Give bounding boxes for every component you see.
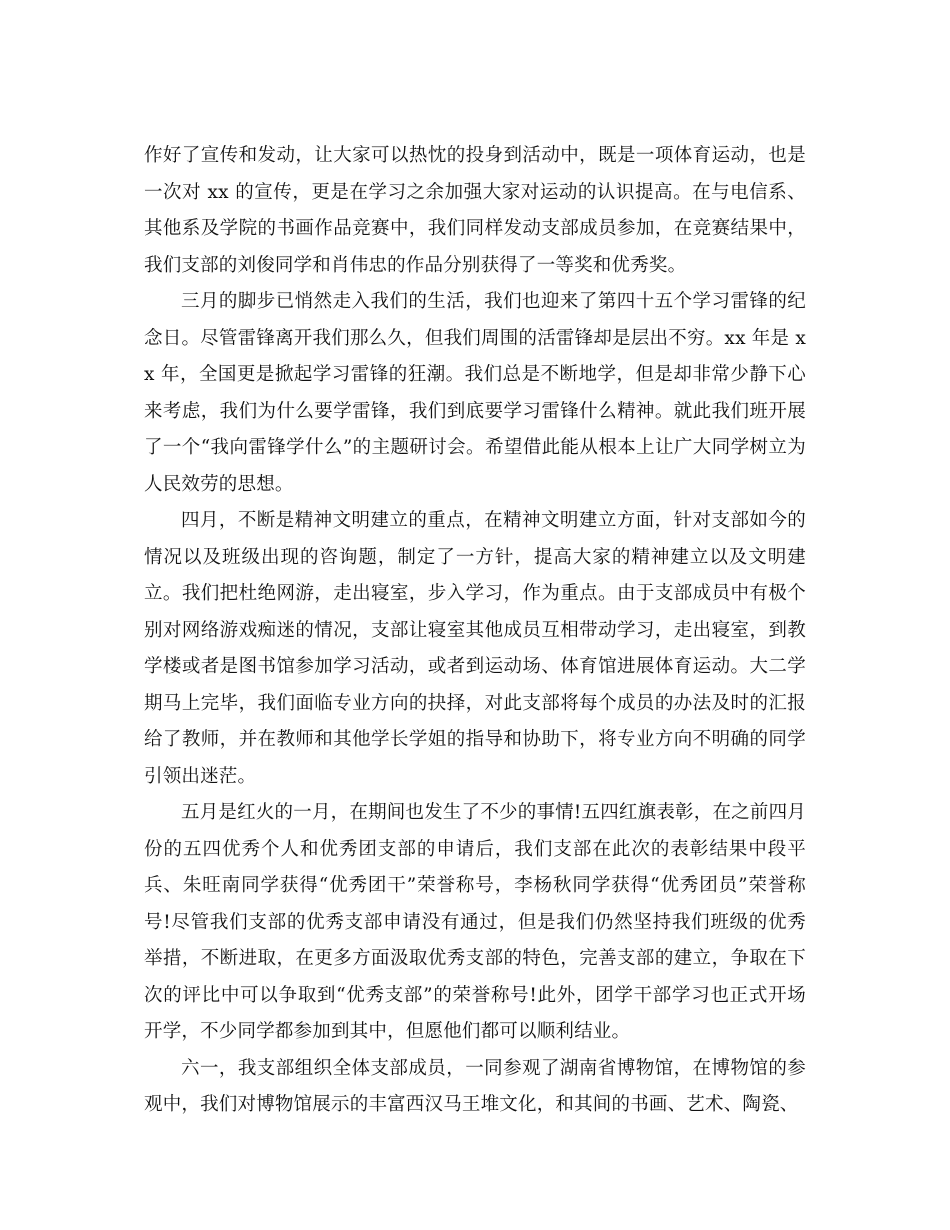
paragraph-may: 五月是红火的一月，在期间也发生了不少的事情!五四红旗表彰，在之前四月份的五四优秀个人和优秀团支部的申请后，我们支部在此次的表彰结果中段平兵、朱旺南同学获得“优秀团干”荣誉称号，李杨秋同学获得“优秀团员”荣誉称号!尽管我们支部的优秀支部申请没有通过，但是我们仍然坚持我们班级的优秀举措，不断进取，在更多方面汲取优秀支部的特色，完善支部的建立，争取在下次的评比中可以争取到“优秀支部”的荣誉称号!此外，团学干部学习也正式开场开学，不少同学都参加到其中，但愿他们都可以顺利结业。 <box>144 802 806 1042</box>
paragraph-april: 四月，不断是精神文明建立的重点，在精神文明建立方面，针对支部如今的情况以及班级出现的咨询题，制定了一方针，提高大家的精神建立以及文明建立。我们把杜绝网游，走出寝室，步入学习，作为重点。由于支部成员中有极个别对网络游戏痴迷的情况，支部让寝室其他成员互相带动学习，走出寝室，到教学楼或者是图书馆参加学习活动，或者到运动场、体育馆进展体育运动。大二学期马上完毕，我们面临专业方向的抉择，对此支部将每个成员的办法及时的汇报给了教师，并在教师和其他学长学姐的指导和协助下，将专业方向不明确的同学引领出迷茫。 <box>144 510 806 787</box>
document-body <box>144 138 806 1124</box>
paragraph-continued: 作好了宣传和发动，让大家可以热忱的投身到活动中，既是一项体育运动，也是一次对 xx 的宣传，更是在学习之余加强大家对运动的认识提高。在与电信系、其他系及学院的书画作品竞赛中，我们同样发动支部成员参加，在竞赛结果中，我们支部的刘俊同学和肖伟忠的作品分别获得了一等奖和优秀奖。 <box>144 145 806 276</box>
paragraph-march: 三月的脚步已悄然走入我们的生活，我们也迎来了第四十五个学习雷锋的纪念日。尽管雷锋离开我们那么久，但我们周围的活雷锋却是层出不穷。xx 年是 xx 年，全国更是掀起学习雷锋的狂潮。我们总是不断地学，但是却非常少静下心来考虑，我们为什么要学雷锋，我们到底要学习雷锋什么精神。就此我们班开展了一个“我向雷锋学什么”的主题研讨会。希望借此能从根本上让广大同学树立为人民效劳的思想。 <box>144 291 806 495</box>
paragraph-june: 六一，我支部组织全体支部成员，一同参观了湖南省博物馆，在博物馆的参观中，我们对博物馆展示的丰富西汉马王堆文化，和其间的书画、艺术、陶瓷、 <box>144 1057 806 1115</box>
